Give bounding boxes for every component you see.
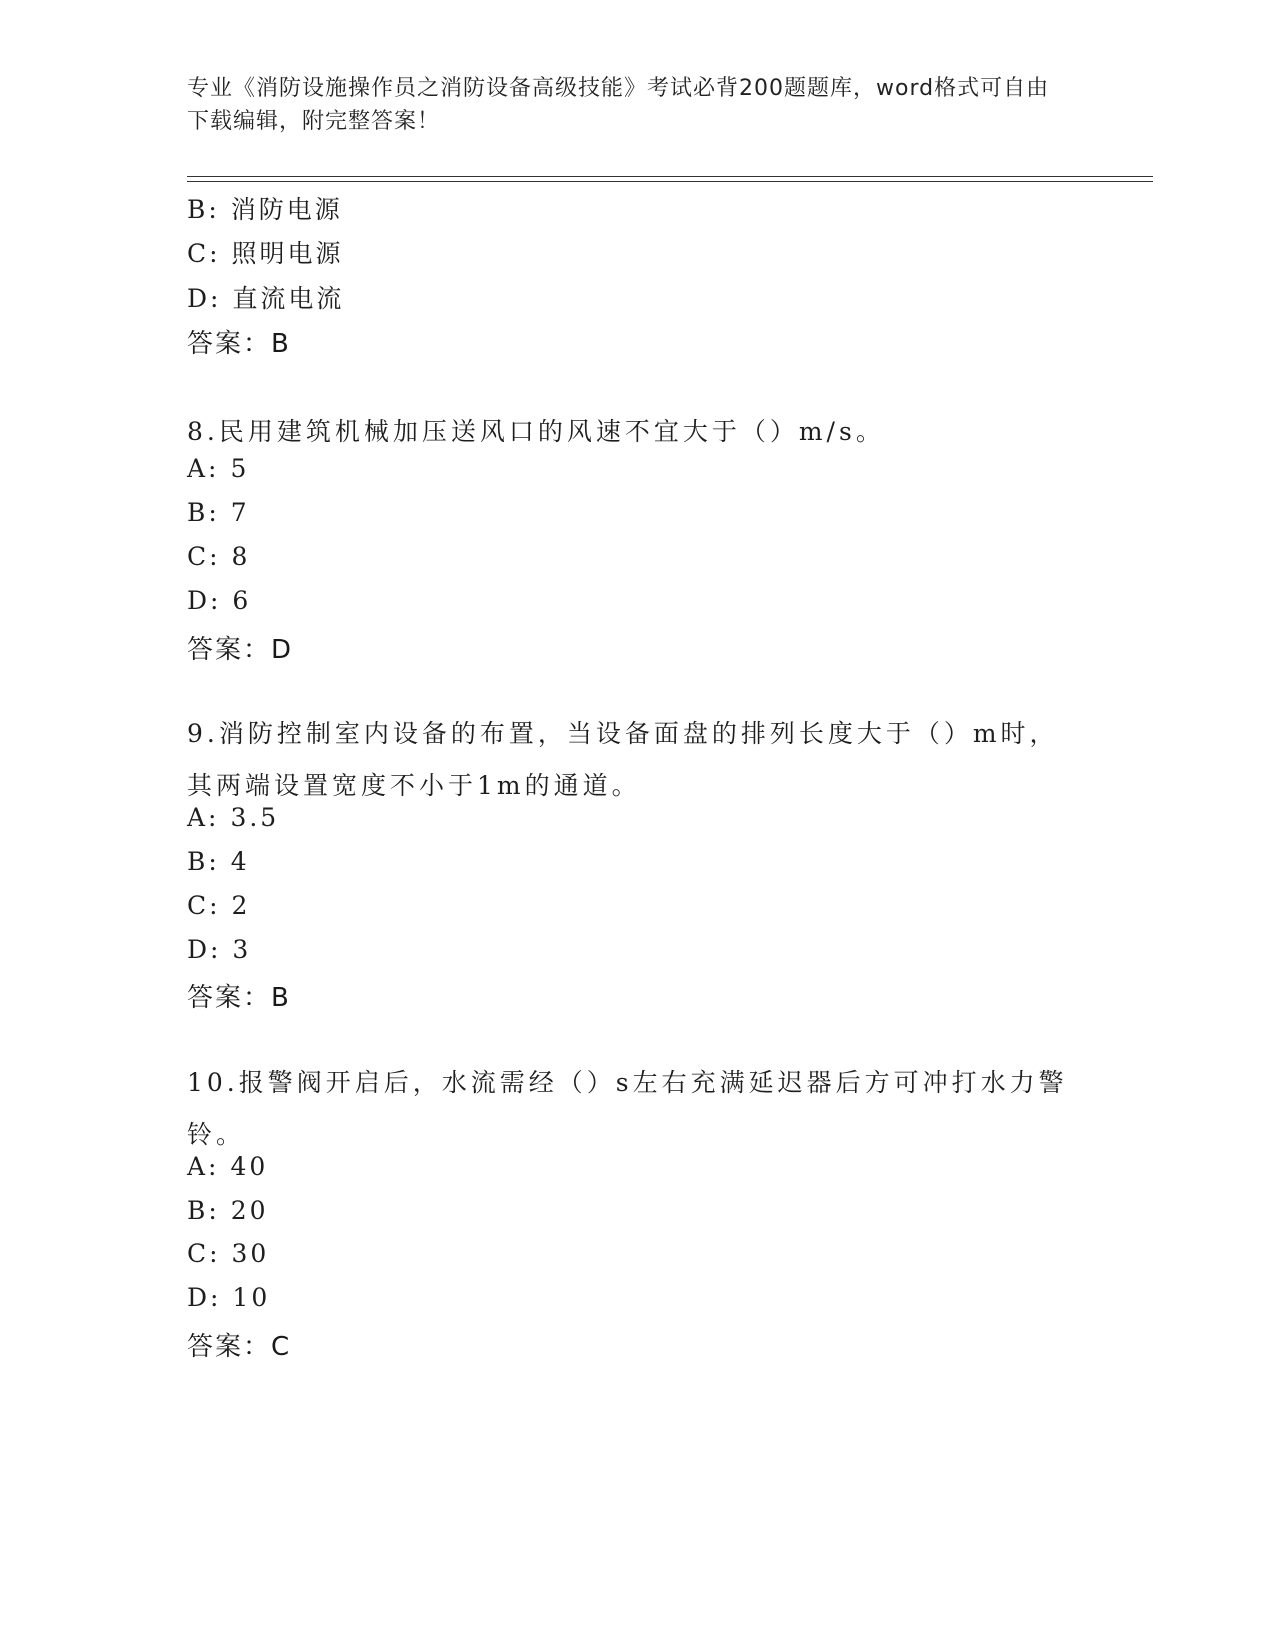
option-b [187,847,250,876]
option-c [187,542,250,571]
option-label: C: [187,1239,221,1268]
answer-line: 答案：B [187,983,291,1013]
option-label: B: [187,1196,220,1225]
option-b [187,1196,269,1225]
option-text: 3 [232,935,252,964]
option-label: A: [187,803,220,832]
option-label: C: [187,542,221,571]
option-text: 2 [231,891,251,920]
option-text: 3.5 [230,803,280,832]
question-9-text: 9.消防控制室内设备的布置，当设备面盘的排列长度大于（）m时，其两端设置宽度不小于1m的通道。 [187,719,1059,800]
header-divider-top [187,176,1153,177]
option-d [187,279,344,315]
option-text: 40 [230,1152,269,1181]
option-label: C: [187,239,221,268]
answer-line: 答案：C [187,1332,292,1362]
option-c [187,891,250,920]
option-text: 8 [231,542,251,571]
option-b [187,190,343,226]
option-text: 6 [232,586,252,615]
option-d [187,1283,270,1312]
option-c [187,234,344,270]
option-text: 7 [230,498,250,527]
option-b [187,498,250,527]
option-a [187,1152,268,1181]
option-text: 5 [230,454,250,483]
option-text: 消防电源 [230,195,343,224]
option-c [187,1239,269,1268]
option-label: B: [187,847,220,876]
option-text: 10 [232,1283,271,1312]
option-label: C: [187,891,221,920]
option-a [187,454,249,483]
option-label: D: [187,935,222,964]
option-label: B: [187,195,220,224]
header-divider-bottom [187,181,1153,182]
question-8-text: 8.民用建筑机械加压送风口的风速不宜大于（）m/s。 [187,417,885,446]
option-label: A: [187,1152,220,1181]
option-a [187,803,279,832]
answer-line: 答案：B [187,329,291,359]
option-text: 照明电源 [231,239,344,268]
document-header: 专业《消防设施操作员之消防设备高级技能》考试必背200题题库，word格式可自由下载编辑，附完整答案！ [187,76,1050,134]
option-text: 直流电流 [232,284,345,313]
option-text: 20 [230,1196,269,1225]
answer-line: 答案：D [187,635,294,665]
option-text: 4 [230,847,250,876]
option-label: D: [187,586,222,615]
option-text: 30 [231,1239,270,1268]
option-label: B: [187,498,220,527]
question-10-text: 10.报警阀开启后，水流需经（）s左右充满延迟器后方可冲打水力警铃。 [187,1068,1068,1149]
option-d [187,935,251,964]
option-d [187,586,251,615]
option-label: D: [187,284,222,313]
option-label: A: [187,454,220,483]
option-label: D: [187,1283,222,1312]
